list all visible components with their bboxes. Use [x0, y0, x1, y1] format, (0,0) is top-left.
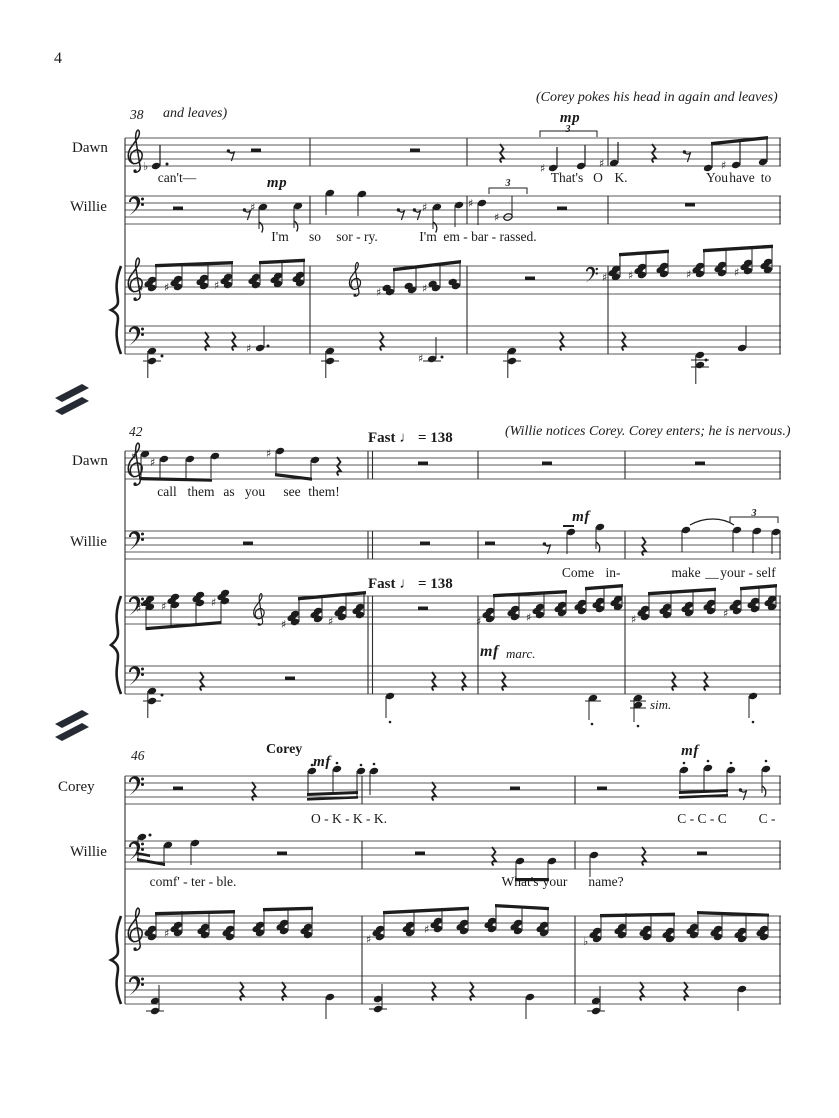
bass-clef-icon	[129, 531, 144, 550]
lyric: you	[244, 484, 266, 499]
lyric: O	[593, 170, 603, 185]
bass-clef-icon	[129, 196, 144, 215]
svg-text:♯: ♯	[376, 286, 382, 299]
lyric-extension: __	[705, 565, 719, 580]
lyric: them	[187, 484, 215, 499]
system-divider-icon	[55, 710, 89, 741]
svg-text:♯: ♯	[328, 615, 334, 628]
lyric: name?	[588, 874, 624, 889]
lyric: your	[542, 874, 568, 889]
lyric: Come	[561, 565, 595, 580]
lyric: O - K - K - K.	[310, 811, 388, 826]
lyric: I'm	[419, 229, 437, 244]
svg-text:♯: ♯	[424, 923, 430, 936]
measure-number: 46	[131, 748, 145, 763]
svg-text:♯: ♯	[211, 596, 217, 609]
system-1-piano-bass-notes	[143, 326, 747, 384]
svg-text:♯: ♯	[628, 269, 634, 282]
stage-direction-continuation: and leaves)	[163, 106, 228, 121]
svg-text:♯: ♯	[631, 613, 637, 626]
svg-text:♯: ♯	[686, 268, 692, 281]
tempo-marking: Fast ♩ = 138	[368, 576, 453, 592]
svg-text:♯: ♯	[164, 281, 170, 294]
page-number: 4	[54, 50, 62, 67]
svg-text:♯: ♯	[266, 447, 272, 460]
lyric: as	[223, 484, 235, 499]
dynamic-marking: mf	[572, 509, 590, 525]
svg-text:♯: ♯	[526, 611, 532, 624]
svg-text:♯: ♯	[721, 159, 727, 172]
svg-text:♯: ♯	[602, 271, 608, 284]
system-2-willie-notes	[243, 517, 781, 556]
bass-clef-icon	[129, 776, 144, 795]
lyric: That's	[550, 170, 584, 185]
lyric: so	[308, 229, 322, 244]
staff-label-dawn: Dawn	[72, 140, 108, 156]
bass-clef-icon	[129, 666, 144, 685]
svg-text:♭: ♭	[143, 160, 149, 173]
stage-direction: (Willie notices Corey. Corey enters; he is nervous.)	[505, 424, 791, 439]
system-1-barlines	[125, 138, 780, 354]
staff-label-corey: Corey	[58, 779, 95, 795]
svg-text:♯: ♯	[494, 211, 500, 224]
piano-brace	[111, 266, 121, 354]
dynamic-marking: mp	[266, 175, 288, 191]
lyric: make	[671, 565, 701, 580]
svg-text:♯: ♯	[540, 162, 546, 175]
piano-brace	[111, 916, 121, 1004]
lyric: sor - ry.	[336, 229, 378, 244]
svg-text:♯: ♯	[161, 600, 167, 613]
lyric: comf' - ter - ble.	[149, 874, 237, 889]
lyric: see	[283, 484, 301, 499]
svg-text:♯: ♯	[422, 282, 428, 295]
lyric: C - C - C	[677, 811, 727, 826]
svg-text:♯: ♯	[164, 927, 170, 940]
piano-brace	[111, 596, 121, 694]
lyric: your - self	[720, 565, 776, 580]
svg-text:♭: ♭	[583, 935, 589, 948]
bass-clef-icon	[129, 976, 144, 995]
character-cue: Corey	[266, 742, 303, 757]
system-1-piano-treble-notes	[138, 245, 773, 299]
bass-clef-icon	[129, 841, 144, 860]
lyric: What's	[501, 874, 539, 889]
dynamic-marking: mf	[480, 643, 499, 660]
tuplet-number: 3	[565, 124, 571, 135]
svg-text:♯: ♯	[734, 266, 740, 279]
system-3-piano-bass-notes	[146, 982, 747, 1019]
dynamic-marking: mf	[681, 743, 699, 759]
measure-number: 38	[130, 107, 144, 122]
lyric: them!	[308, 484, 340, 499]
dynamic-marking: mp	[559, 110, 581, 126]
bass-clef-icon	[129, 326, 144, 345]
svg-text:♯: ♯	[723, 607, 729, 620]
staff-label-willie: Willie	[70, 534, 107, 550]
system-divider-icon	[55, 384, 89, 415]
svg-text:♯: ♯	[150, 456, 156, 469]
lyric: em - bar - rassed.	[443, 229, 537, 244]
lyric: call	[157, 484, 177, 499]
stage-direction: (Corey pokes his head in again and leaves)	[536, 90, 778, 105]
svg-text:♯: ♯	[250, 201, 256, 214]
measure-number: 42	[129, 424, 143, 439]
tempo-marking: Fast ♩ = 138	[368, 430, 453, 446]
svg-text:♯: ♯	[138, 282, 144, 295]
system-1-staves	[125, 138, 781, 354]
lyric: I'm	[271, 229, 289, 244]
svg-text:♯: ♯	[131, 450, 137, 463]
lyric: in-	[605, 565, 621, 580]
system-3-piano-treble-notes	[144, 904, 769, 948]
svg-text:♯: ♯	[214, 279, 220, 292]
dynamic-marking: mf	[313, 754, 331, 770]
system-2-dawn-notes	[131, 447, 705, 482]
svg-text:♯: ♯	[246, 342, 252, 355]
lyric: K.	[614, 170, 628, 185]
svg-text:♯: ♯	[468, 197, 474, 210]
staff-label-willie: Willie	[70, 199, 107, 215]
dynamic-qualifier: marc.	[506, 646, 536, 661]
tuplet-number: 3	[751, 508, 757, 519]
svg-text:♯: ♯	[476, 615, 482, 628]
sim-marking: sim.	[650, 697, 672, 712]
lyric: have	[729, 170, 755, 185]
svg-text:♯: ♯	[422, 201, 428, 214]
staff-label-dawn: Dawn	[72, 453, 108, 469]
svg-text:♯: ♯	[418, 352, 424, 365]
svg-text:♯: ♯	[366, 933, 372, 946]
tuplet-number: 3	[505, 178, 511, 189]
lyric: You	[706, 170, 728, 185]
lyric: C -	[758, 811, 776, 826]
lyric: can't—	[157, 170, 197, 185]
svg-text:♯: ♯	[599, 157, 605, 170]
system-3-corey-notes	[173, 760, 771, 801]
lyric: to	[760, 170, 772, 185]
staff-label-willie: Willie	[70, 844, 107, 860]
svg-text:♯: ♯	[281, 618, 287, 631]
svg-text:♯: ♯	[136, 602, 142, 615]
